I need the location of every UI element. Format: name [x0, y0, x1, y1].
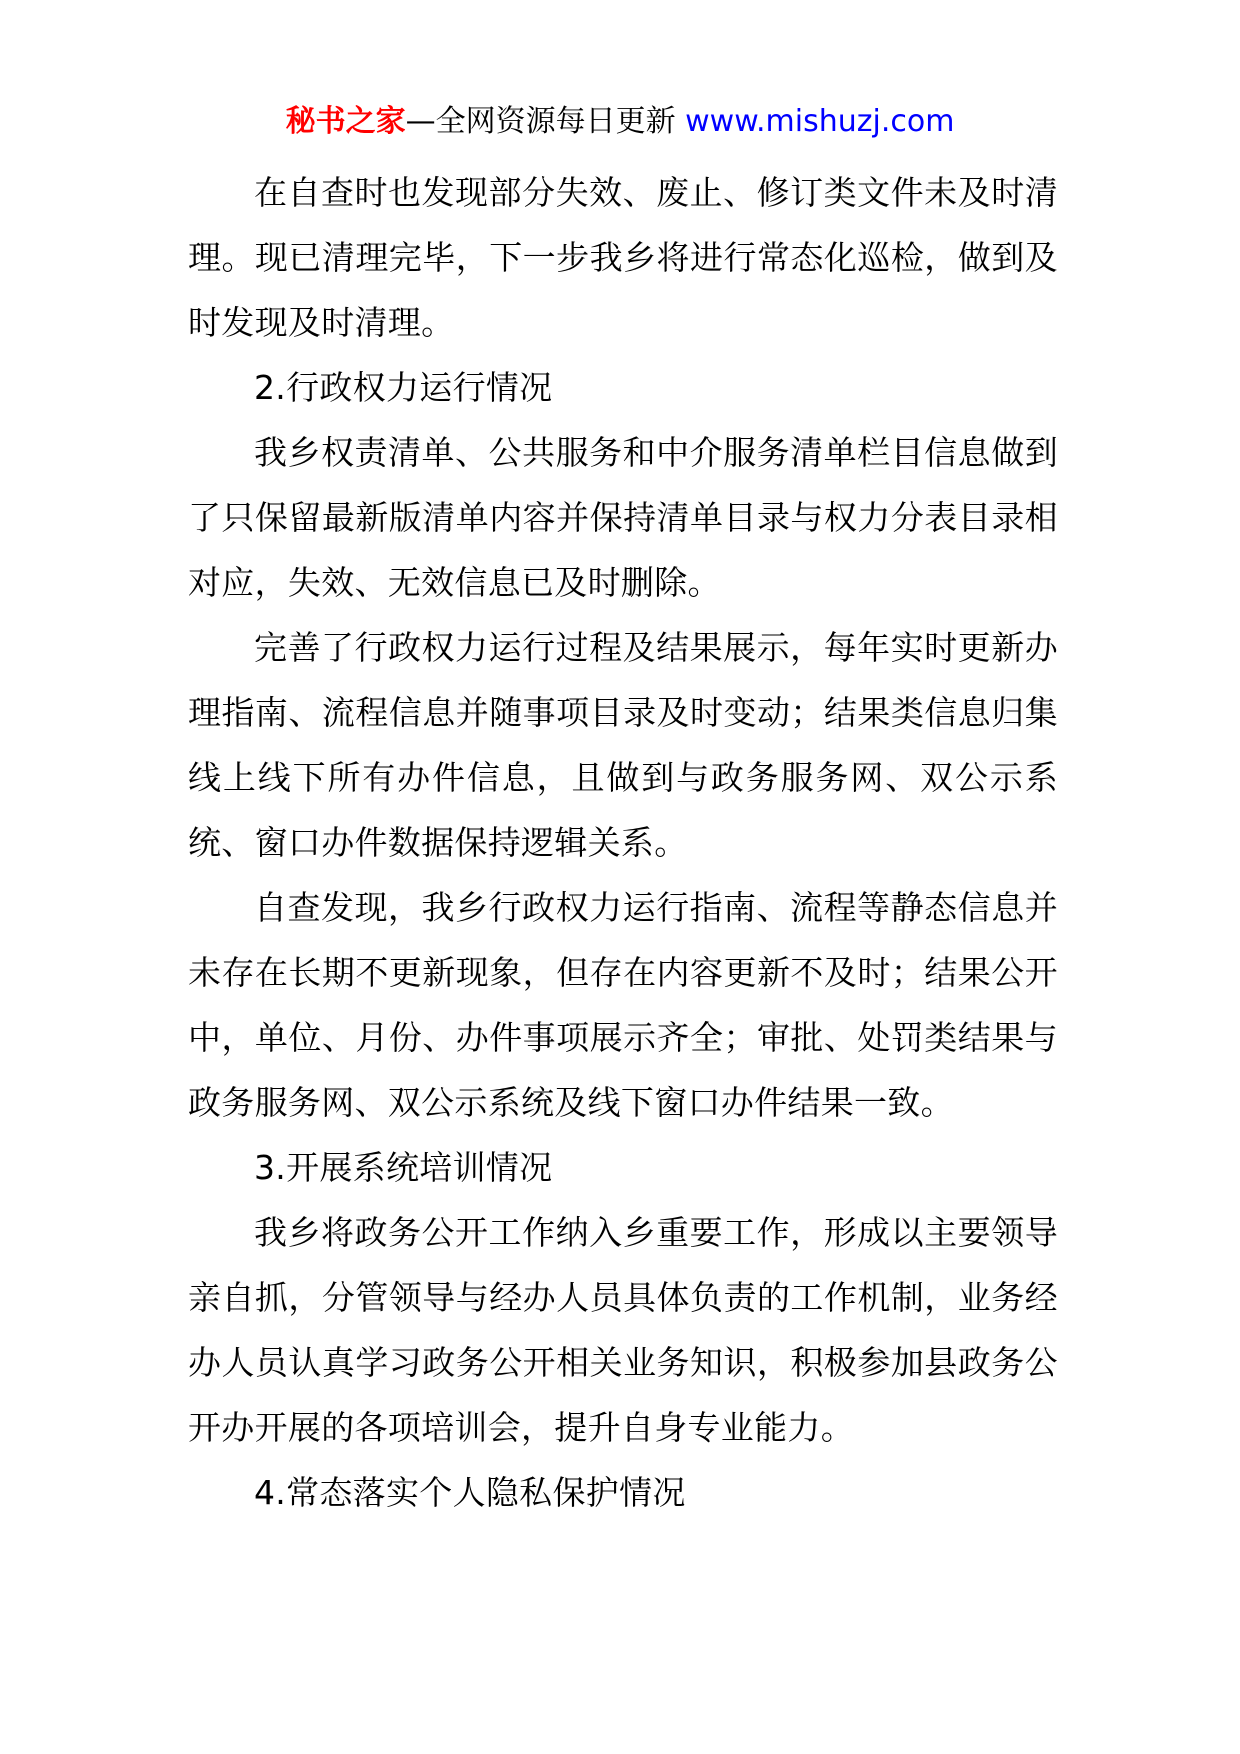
section-heading-training: 3.开展系统培训情况	[254, 1148, 553, 1187]
document-body	[188, 160, 1058, 1525]
page-header	[0, 100, 1240, 144]
paragraph-cleanup: 在自查时也发现部分失效、废止、修订类文件未及时清理。现已清理完毕，下一步我乡将进行常态化巡检，做到及时发现及时清理。	[188, 173, 1058, 342]
paragraph-training: 我乡将政务公开工作纳入乡重要工作，形成以主要领导亲自抓，分管领导与经办人员具体负责的工作机制，业务经办人员认真学习政务公开相关业务知识，积极参加县政务公开办开展的各项培训会，提升自身专业能力。	[188, 1213, 1058, 1447]
paragraph-power-list: 我乡权责清单、公共服务和中介服务清单栏目信息做到了只保留最新版清单内容并保持清单目录与权力分表目录相对应，失效、无效信息已及时删除。	[188, 433, 1058, 602]
paragraph-process-display: 完善了行政权力运行过程及结果展示，每年实时更新办理指南、流程信息并随事项目录及时变动；结果类信息归集线上线下所有办件信息，且做到与政务服务网、双公示系统、窗口办件数据保持逻辑关系。	[188, 628, 1058, 862]
site-url-link[interactable]: www.mishuzj.com	[685, 104, 955, 139]
site-slogan: —全网资源每日更新	[405, 104, 686, 139]
site-brand: 秘书之家	[285, 104, 406, 139]
section-heading-admin-power: 2.行政权力运行情况	[254, 368, 553, 407]
paragraph-self-inspection: 自查发现，我乡行政权力运行指南、流程等静态信息并未存在长期不更新现象，但存在内容更新不及时；结果公开中，单位、月份、办件事项展示齐全；审批、处罚类结果与政务服务网、双公示系统及线下窗口办件结果一致。	[188, 888, 1058, 1122]
section-heading-privacy: 4.常态落实个人隐私保护情况	[254, 1473, 686, 1512]
